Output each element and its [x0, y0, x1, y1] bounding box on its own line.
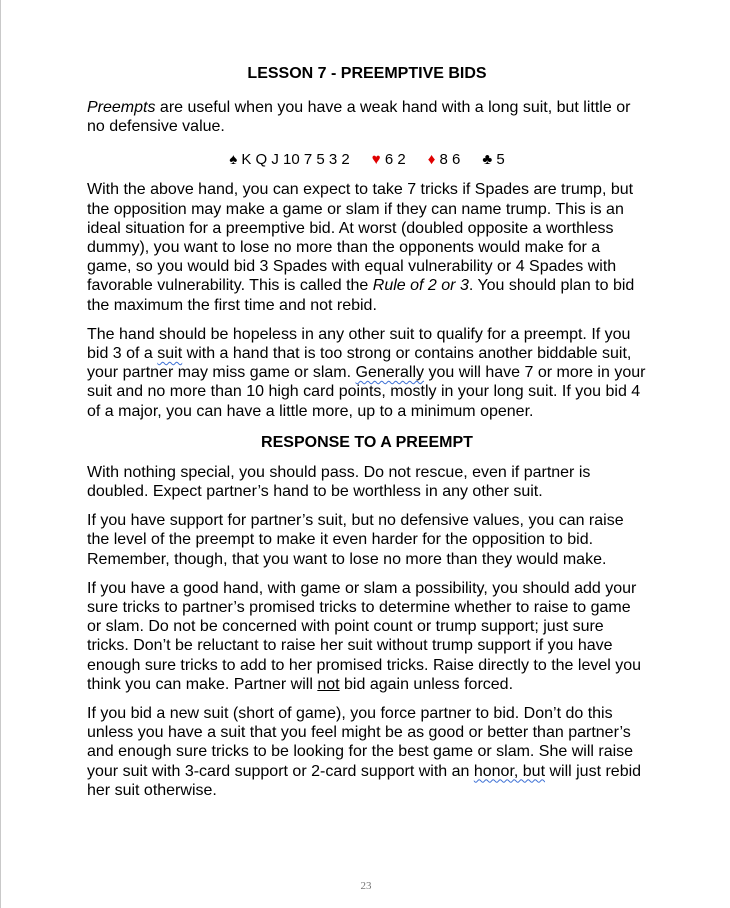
diamonds-holding: [428, 151, 461, 168]
p5-text-a: If you have a good hand, with game or slam a possibility, you should add your sure tricks to partner’s promised tricks to determine whether to raise to game or slam. Do not be concerned with point count or trump support; just sure tricks. Don’t be reluctant to raise her suit without trump support if you have enough sure tricks to add to her promised tricks. Raise directly to the level you think you can make. Partner will: [87, 579, 642, 693]
paragraph-good-hand: [87, 579, 647, 694]
grammar-flag-suit[interactable]: suit: [157, 345, 183, 363]
p2-text-c: you will have 7 or more in your suit and no more than 10 high card points, mostly in your long suit. If you bid 4 of a major, you can have a little more, up to a minimum opener.: [87, 364, 646, 420]
paragraph-rule-of-2-or-3: [87, 180, 647, 314]
intro-text: are useful when you have a weak hand with a long suit, but little or no defensive value.: [87, 99, 631, 136]
intro-paragraph: [87, 98, 647, 136]
p5-text-b: bid again unless forced.: [339, 675, 514, 693]
clubs-cards: 5: [496, 151, 505, 169]
section-subheading: RESPONSE TO A PREEMPT: [261, 433, 473, 451]
p2-text-a: The hand should be hopeless in any other suit to qualify for a preempt. If you bid 3 of a: [87, 325, 631, 363]
paragraph-pass: With nothing special, you should pass. Do not rescue, even if partner is doubled. Expect partner’s hand to be worthless in any other suit.: [87, 463, 591, 501]
hearts-holding: [372, 151, 406, 168]
clubs-holding: [482, 151, 504, 168]
club-icon: ♣: [482, 151, 493, 169]
intro-italic-term: Preempts: [87, 99, 156, 116]
p6-text-a: If you bid a new suit (short of game), you force partner to bid. Don’t do this unless you have a suit that you feel might be as good or better than partner’s and enough sure tricks to be looking for the best game or slam. She will raise your suit with 3-card support or 2-card support with an: [87, 705, 634, 780]
p1-text-a: With the above hand, you can expect to take 7 tricks if Spades are trump, but the opposition may make a game or slam if they can name trump. This is an ideal situation for a preemptive bid. At worst (doubled opposite a worthless dummy), you want to lose no more than the opponents would make for a game, so you would bid 3 Spades with equal vulnerability or 4 Spades with favorable vulnerability. This is called the: [87, 181, 634, 295]
grammar-flag-honor-but[interactable]: honor, but: [473, 762, 546, 780]
page-number: 23: [360, 880, 372, 892]
rule-of-2-or-3-term: Rule of 2 or 3: [372, 277, 469, 295]
p2-text-b: with a hand that is too strong or contains another biddable suit, your partner may miss game or slam.: [87, 345, 632, 382]
example-hand: [87, 150, 647, 170]
p1-text-b: . You should plan to bid the maximum the first time and not rebid.: [87, 277, 635, 314]
grammar-flag-generally[interactable]: Generally: [355, 364, 425, 382]
heart-icon: ♥: [371, 151, 381, 169]
underlined-not: not: [317, 675, 340, 693]
diamond-icon: ♦: [427, 151, 436, 169]
paragraph-new-suit: [87, 704, 647, 800]
p6-text-b: will just rebid her suit otherwise.: [87, 762, 642, 799]
paragraph-raise-preempt: If you have support for partner’s suit, but no defensive values, you can raise the level of the preempt to make it even harder for the opposition to bid. Remember, though, that you want to lose no more than they would make.: [87, 512, 624, 568]
paragraph-qualify-preempt: [87, 325, 647, 421]
spade-icon: ♠: [229, 151, 238, 169]
spades-holding: [229, 151, 350, 168]
lesson-title: LESSON 7 - PREEMPTIVE BIDS: [247, 65, 487, 82]
page-content: [87, 64, 647, 800]
spades-cards: K Q J 10 7 5 3 2: [241, 151, 350, 169]
hearts-cards: 6 2: [384, 151, 406, 169]
diamonds-cards: 8 6: [439, 151, 461, 169]
